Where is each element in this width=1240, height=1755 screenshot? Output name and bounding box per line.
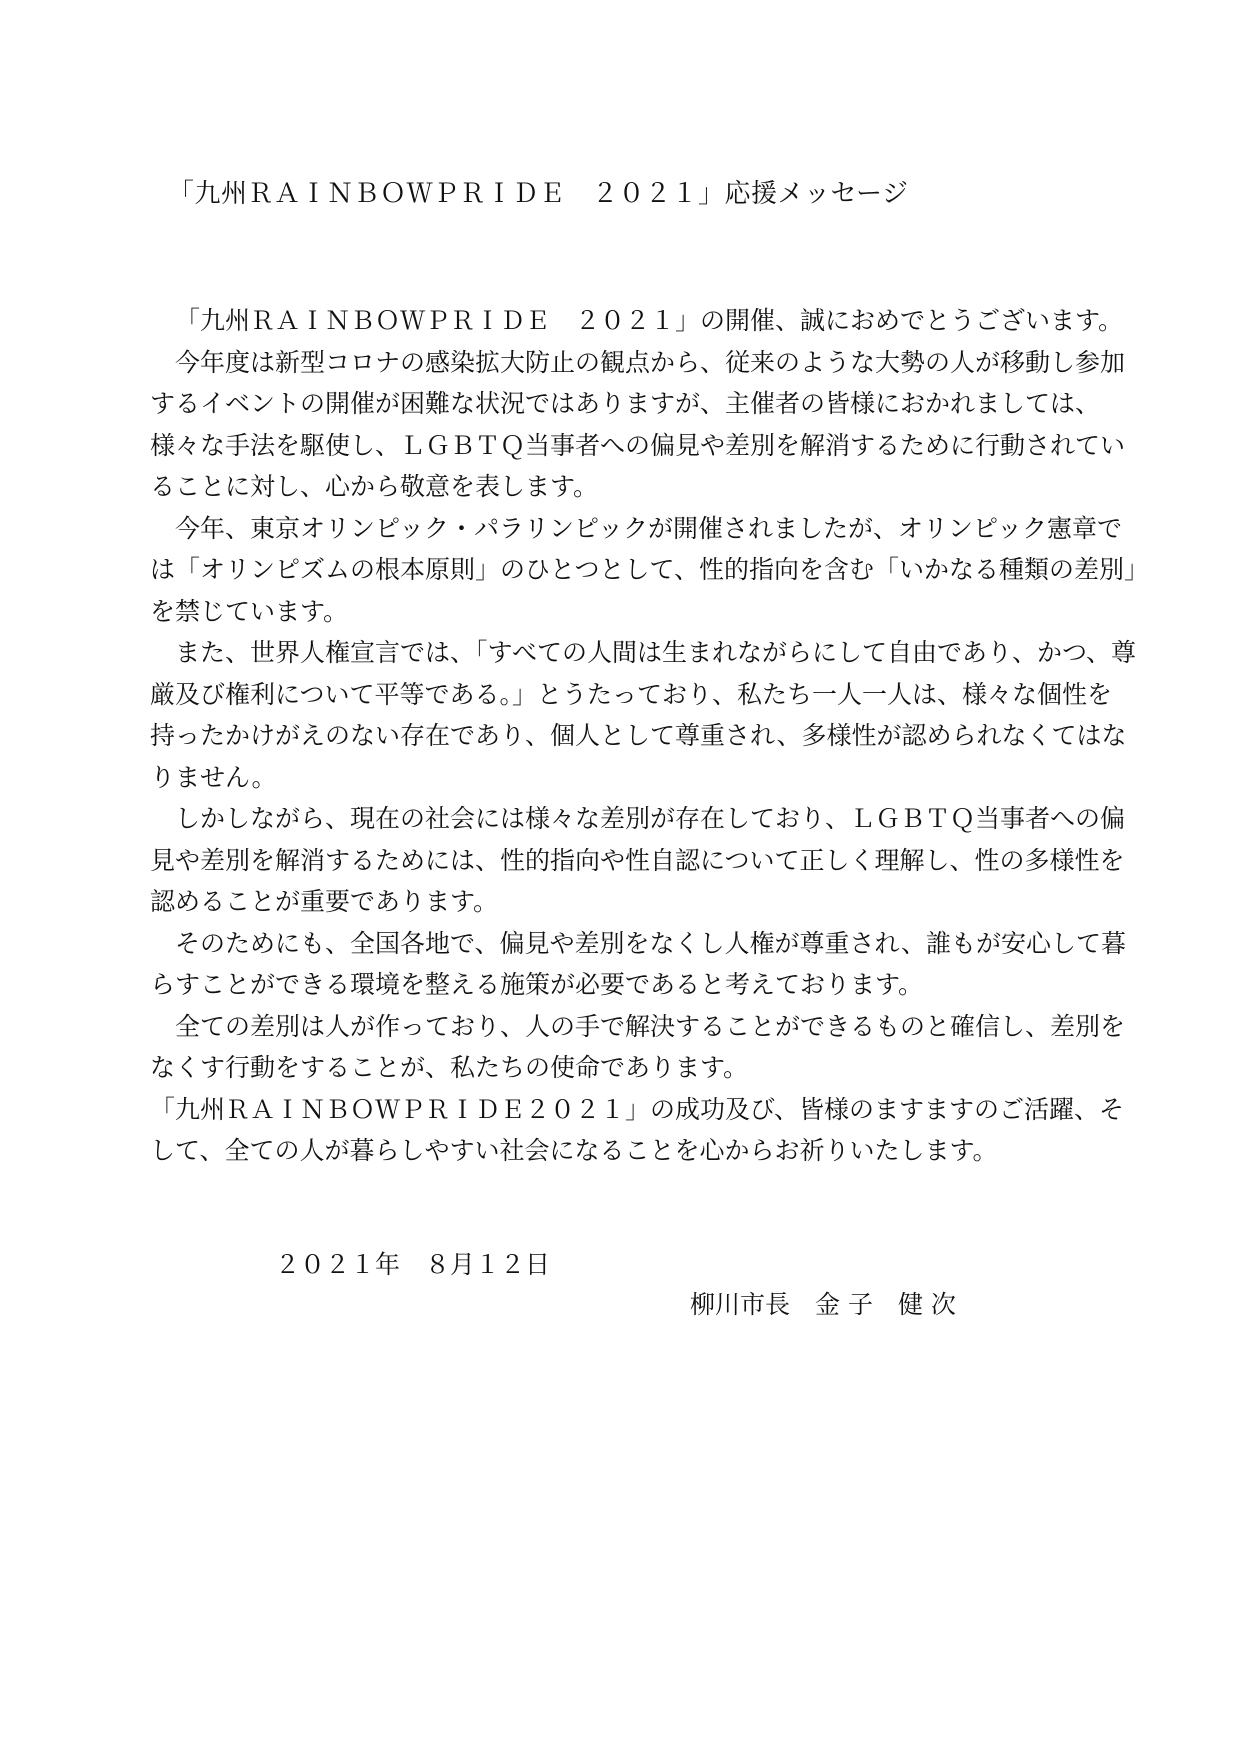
body-line: りません。 xyxy=(150,762,277,792)
body-line: 様々な手法を駆使し、ＬＧＢＴＱ当事者への偏見や差別を解消するために行動されてい xyxy=(150,430,1126,460)
body-line: そのためにも、全国各地で、偏見や差別をなくし人権が尊重され、誰もが安心して暮 xyxy=(175,928,1127,958)
body-line: 見や差別を解消するためには、性的指向や性自認について正しく理解し、性の多様性を xyxy=(150,845,1125,875)
body-line: また、世界人権宣言では、「すべての人間は生まれながらにして自由であり、かつ、尊 xyxy=(175,638,1137,667)
document-date: ２０２１年 ８月１２日 xyxy=(275,1250,551,1279)
body-line: を禁じています。 xyxy=(150,596,349,626)
body-line: なくす行動をすることが、私たちの使命であります。 xyxy=(150,1053,749,1082)
signature: 柳川市長 金 子 健 次 xyxy=(690,1290,956,1319)
body-line: ることに対し、心から敬意を表します。 xyxy=(150,472,599,501)
body-line: 持ったかけがえのない存在であり、個人として尊重され、多様性が認められなくてはな xyxy=(150,721,1127,750)
body-line: らすことができる環境を整える施策が必要であると考えております。 xyxy=(150,970,924,999)
body-line: 今年、東京オリンピック・パラリンピックが開催されましたが、オリンピック憲章で xyxy=(175,513,1123,543)
body-line: 「九州ＲＡＩＮＢＯＷＰＲＩＤＥ ２０２１」の開催、誠におめでとうございます。 xyxy=(175,306,1124,335)
body-line: は「オリンピズムの根本原則」のひとつとして、性的指向を含む「いかなる種類の差別」 xyxy=(150,555,1150,584)
body-line: して、全ての人が暮らしやすい社会になることを心からお祈りいたします。 xyxy=(150,1136,998,1165)
body-line: しかしながら、現在の社会には様々な差別が存在しており、ＬＧＢＴＱ当事者への偏 xyxy=(175,804,1126,833)
body-line: するイベントの開催が困難な状況ではありますが、主催者の皆様におかれましては、 xyxy=(150,389,1101,418)
document-title: 「九州ＲＡＩＮＢＯＷＰＲＩＤＥ ２０２１」応援メッセージ xyxy=(168,179,909,209)
body-line: 「九州ＲＡＩＮＢＯＷＰＲＩＤＥ２０２１」の成功及び、皆様のますますのご活躍、そ xyxy=(150,1094,1125,1124)
body-line: 今年度は新型コロナの感染拡大防止の観点から、従来のような大勢の人が移動し参加 xyxy=(175,347,1126,377)
body-line: 全ての差別は人が作っており、人の手で解決することができるものと確信し、差別を xyxy=(175,1011,1126,1041)
message-body xyxy=(150,300,1150,1172)
body-line: 認めることが重要であります。 xyxy=(150,887,499,916)
body-line: 厳及び権利について平等である。」とうたっており、私たち一人一人は、様々な個性を xyxy=(150,679,1113,709)
